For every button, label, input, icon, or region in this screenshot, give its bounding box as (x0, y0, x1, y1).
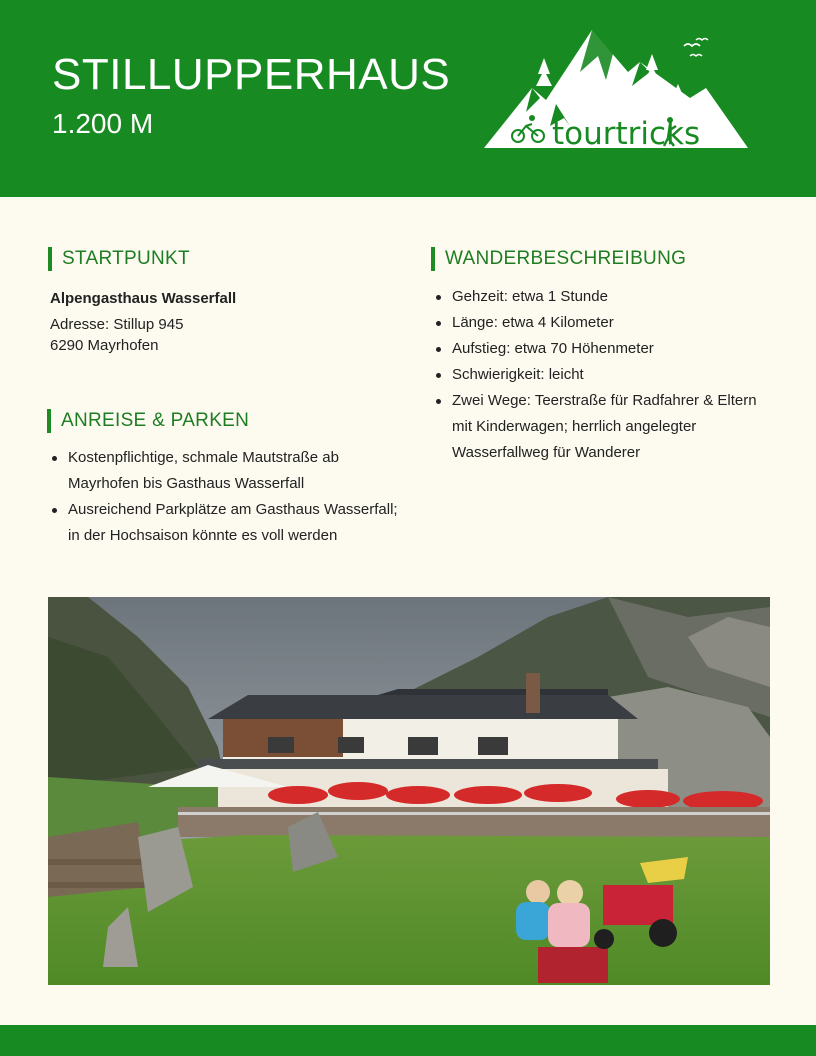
start-address-line1: Adresse: Stillup 945 (50, 316, 184, 333)
list-item: Gehzeit: etwa 1 Stunde (434, 284, 774, 310)
page-title: STILLUPPERHAUS (52, 50, 451, 99)
list-item: Kostenpflichtige, schmale Mautstraße ab Mayrhofen bis Gasthaus Wasserfall (50, 445, 400, 497)
altitude-label: 1.200 M (52, 108, 154, 139)
logo-wordmark: tourtricks (552, 116, 701, 152)
tourtricks-logo (480, 26, 752, 152)
hike-list (434, 284, 774, 466)
start-location-name: Alpengasthaus Wasserfall (50, 290, 237, 307)
list-item: Aufstieg: etwa 70 Höhenmeter (434, 336, 774, 362)
header-banner (0, 0, 816, 197)
anreise-heading: ANREISE & PARKEN (47, 409, 249, 433)
start-address-line2: 6290 Mayrhofen (50, 337, 159, 354)
wanderbeschreibung-heading: WANDERBESCHREIBUNG (431, 247, 686, 271)
footer-bar (0, 1025, 816, 1056)
list-item: Ausreichend Parkplätze am Gasthaus Wasserfall; in der Hochsaison könnte es voll werden (50, 497, 400, 549)
list-item: Schwierigkeit: leicht (434, 362, 774, 388)
list-item: Zwei Wege: Teerstraße für Radfahrer & Eltern mit Kinderwagen; herrlich angelegter Wasserfallweg für Wanderer (434, 388, 774, 466)
guesthouse-photo (48, 597, 770, 985)
arrival-list (50, 445, 400, 549)
list-item: Länge: etwa 4 Kilometer (434, 310, 774, 336)
startpunkt-heading: STARTPUNKT (48, 247, 190, 271)
